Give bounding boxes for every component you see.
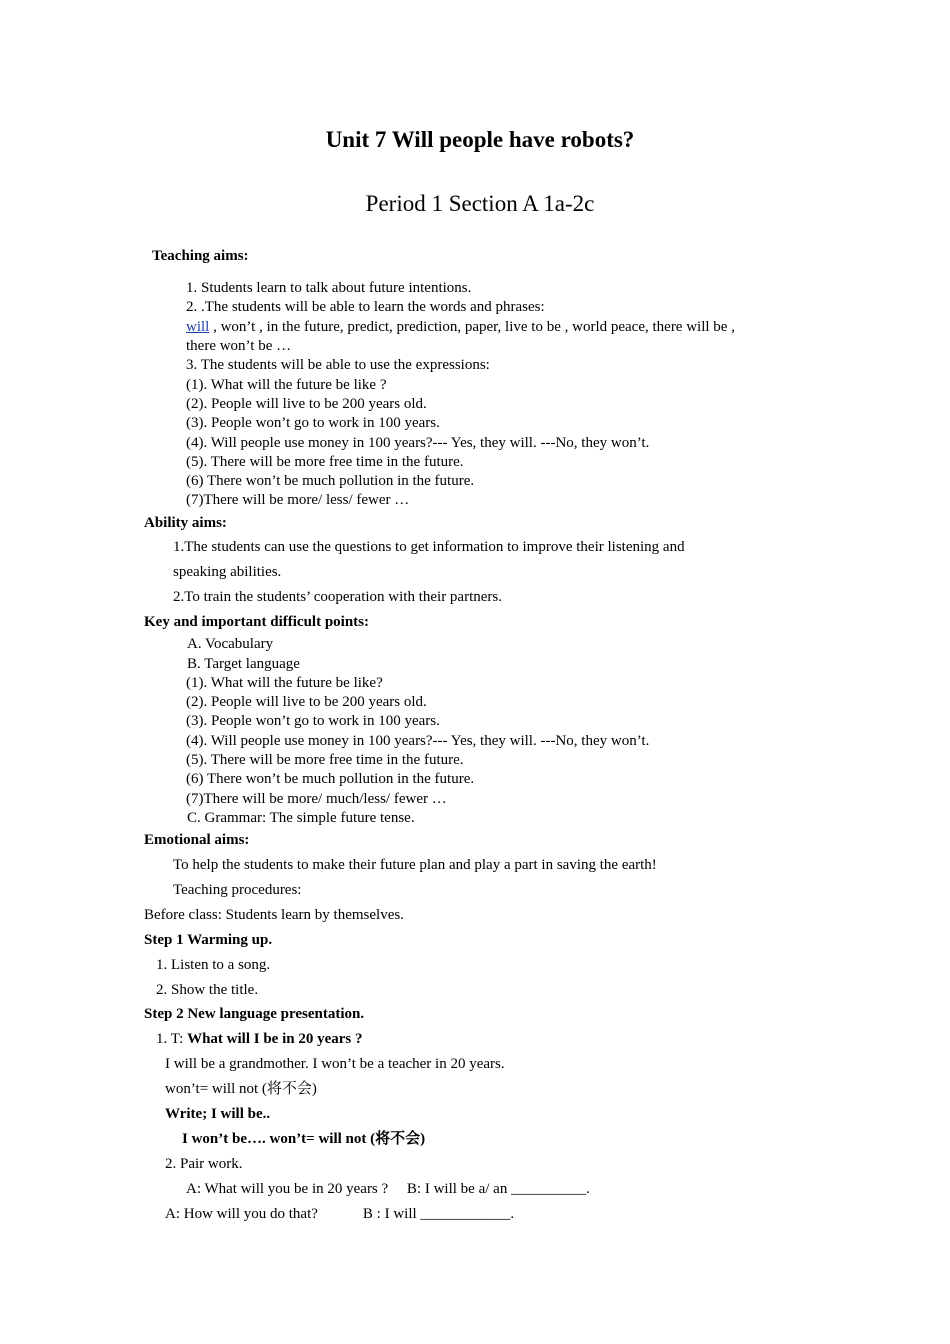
target-language-item: (1). What will the future be like?: [186, 675, 383, 691]
ability-aims-heading: Ability aims:: [144, 515, 227, 531]
target-language-item: (4). Will people use money in 100 years?--- Yes, they will. ---No, they won’t.: [186, 733, 650, 749]
expression-item: (5). There will be more free time in the future.: [186, 454, 464, 470]
key-point-a: A. Vocabulary: [187, 636, 274, 652]
expression-item: (1). What will the future be like ?: [186, 377, 387, 393]
words-line: [186, 318, 735, 336]
expression-item: (7)There will be more/ less/ fewer …: [186, 492, 410, 508]
ability-aim-1-cont: speaking abilities.: [173, 564, 282, 580]
teaching-aim-2: 2. .The students will be able to learn the words and phrases:: [186, 299, 545, 315]
will-link[interactable]: will: [186, 319, 210, 335]
step2-line: won’t= will not (将不会): [165, 1081, 317, 1097]
step1-heading: Step 1 Warming up.: [144, 932, 273, 948]
page-subtitle: Period 1 Section A 1a-2c: [365, 191, 595, 216]
before-class: Before class: Students learn by themselves.: [144, 907, 404, 923]
step2-line: Write; I will be..: [165, 1106, 271, 1122]
target-language-item: (6) There won’t be much pollution in the future.: [186, 771, 475, 787]
step2-line: I won’t be…. won’t= will not (将不会): [182, 1131, 426, 1147]
teaching-aims-heading: Teaching aims:: [152, 248, 249, 264]
step2-line: I will be a grandmother. I won’t be a teacher in 20 years.: [165, 1056, 505, 1072]
step1-item-1: 1. Listen to a song.: [156, 957, 271, 973]
teaching-aim-3: 3. The students will be able to use the expressions:: [186, 357, 490, 373]
step2-item-1-prefix: 1. T:: [156, 1031, 188, 1047]
step2-item-1-question: What will I be in 20 years ?: [187, 1031, 363, 1047]
expression-item: (4). Will people use money in 100 years?--- Yes, they will. ---No, they won’t.: [186, 435, 650, 451]
ability-aim-2: 2.To train the students’ cooperation with their partners.: [173, 589, 502, 605]
page-title: Unit 7 Will people have robots?: [325, 127, 635, 152]
step2-heading: Step 2 New language presentation.: [144, 1006, 365, 1022]
target-language-item: (2). People will live to be 200 years old.: [186, 694, 427, 710]
target-language-item: (5). There will be more free time in the future.: [186, 752, 464, 768]
key-point-b: B. Target language: [187, 656, 300, 672]
dialog-line-1: A: What will you be in 20 years ? B: I will be a/ an __________.: [186, 1181, 590, 1197]
expression-item: (3). People won’t go to work in 100 years.: [186, 415, 440, 431]
emotional-aim-text: To help the students to make their future plan and play a part in saving the earth!: [173, 857, 657, 873]
step1-item-2: 2. Show the title.: [156, 982, 259, 998]
step2-item-2: 2. Pair work.: [165, 1156, 243, 1172]
key-point-c: C. Grammar: The simple future tense.: [187, 810, 415, 826]
dialog-line-2: A: How will you do that? B : I will ____________.: [165, 1206, 515, 1222]
key-points-heading: Key and important difficult points:: [144, 614, 370, 630]
ability-aim-1: 1.The students can use the questions to get information to improve their listening and: [173, 539, 685, 555]
target-language-item: (3). People won’t go to work in 100 years.: [186, 713, 440, 729]
expression-item: (2). People will live to be 200 years old.: [186, 396, 427, 412]
emotional-aims-heading: Emotional aims:: [144, 832, 250, 848]
target-language-item: (7)There will be more/ much/less/ fewer …: [186, 791, 447, 807]
expression-item: (6) There won’t be much pollution in the future.: [186, 473, 475, 489]
teaching-procedures-label: Teaching procedures:: [173, 882, 302, 898]
words-rest: , won’t , in the future, predict, prediction, paper, live to be , world peace, there will be ,: [209, 319, 735, 335]
words-line-cont: there won’t be …: [186, 338, 292, 354]
step2-item-1: [156, 1030, 363, 1048]
teaching-aim-1: 1. Students learn to talk about future intentions.: [186, 280, 472, 296]
